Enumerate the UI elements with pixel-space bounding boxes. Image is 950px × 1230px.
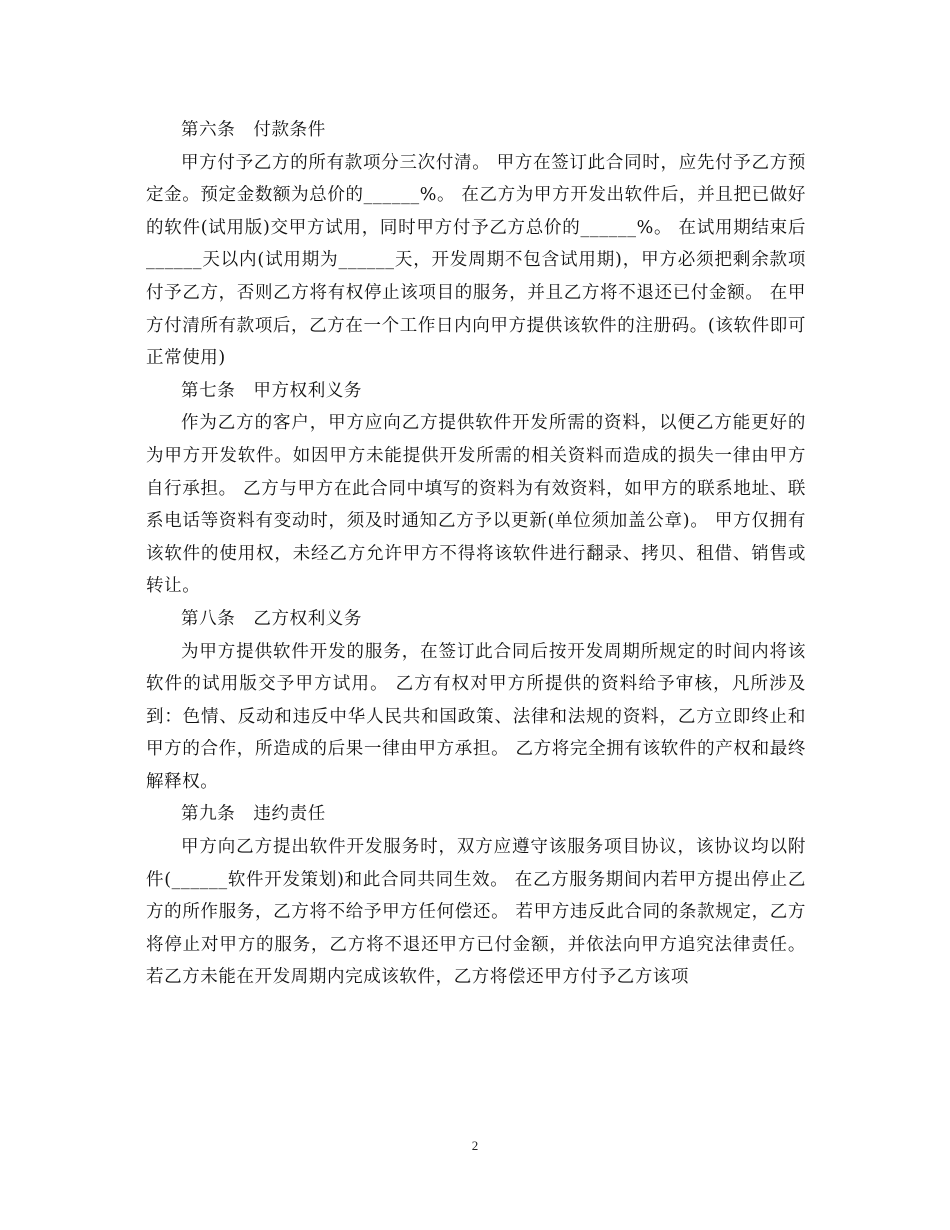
section-6-heading: 第六条 付款条件 <box>181 120 326 140</box>
section-9-heading: 第九条 违约责任 <box>181 804 326 825</box>
section-8-body: 为甲方提供软件开发的服务，在签订此合同后按开发周期所规定的时间内将该软件的试用版交予甲方试用。 乙方有权对甲方所提供的资料给予审核，凡所涉及到：色情、反动和违反中华人民共和国政策、法律和法规的资料，乙方立即终止和甲方的合作，所造成的后果一律由甲方承担。 乙方将完全拥有该软件的产权和最终解释权。 <box>146 641 806 792</box>
section-7-heading: 第七条 甲方权利义务 <box>181 380 362 401</box>
section-6-body: 甲方付予乙方的所有款项分三次付清。 甲方在签订此合同时，应先付予乙方预定金。预定金数额为总价的______%。 在乙方为甲方开发出软件后，并且把已做好的软件(试用版)交甲方试用，同时甲方付予乙方总价的______%。 在试用期结束后______天以内(试用期为______天，开发周期不包含试用期)，甲方必须把剩余款项付予乙方，否则乙方将有权停止该项目的服务，并且乙方将不退还已付金额。 在甲方付清所有款项后，乙方在一个工作日内向甲方提供该软件的注册码。(该软件即可正常使用) <box>146 152 806 369</box>
section-7-body: 作为乙方的客户，甲方应向乙方提供软件开发所需的资料，以便乙方能更好的为甲方开发软件。如因甲方未能提供开发所需的相关资料而造成的损失一律由甲方自行承担。 乙方与甲方在此合同中填写的资料为有效资料，如甲方的联系地址、联系电话等资料有变动时，须及时通知乙方予以更新(单位须加盖公章)。 甲方仅拥有该软件的使用权，未经乙方允许甲方不得将该软件进行翻录、拷贝、租借、销售或转让。 <box>146 413 806 597</box>
page-number: 2 <box>471 1138 479 1153</box>
section-8-heading: 第八条 乙方权利义务 <box>181 608 362 629</box>
document-page <box>146 114 806 994</box>
section-9-body: 甲方向乙方提出软件开发服务时，双方应遵守该服务项目协议，该协议均以附件(______软件开发策划)和此合同共同生效。 在乙方服务期间内若甲方提出停止乙方的所作服务，乙方将不给予甲方任何偿还。 若甲方违反此合同的条款规定，乙方将停止对甲方的服务，乙方将不退还甲方已付金额，并依法向甲方追究法律责任。 若乙方未能在开发周期内完成该软件，乙方将偿还甲方付予乙方该项 <box>146 837 806 988</box>
